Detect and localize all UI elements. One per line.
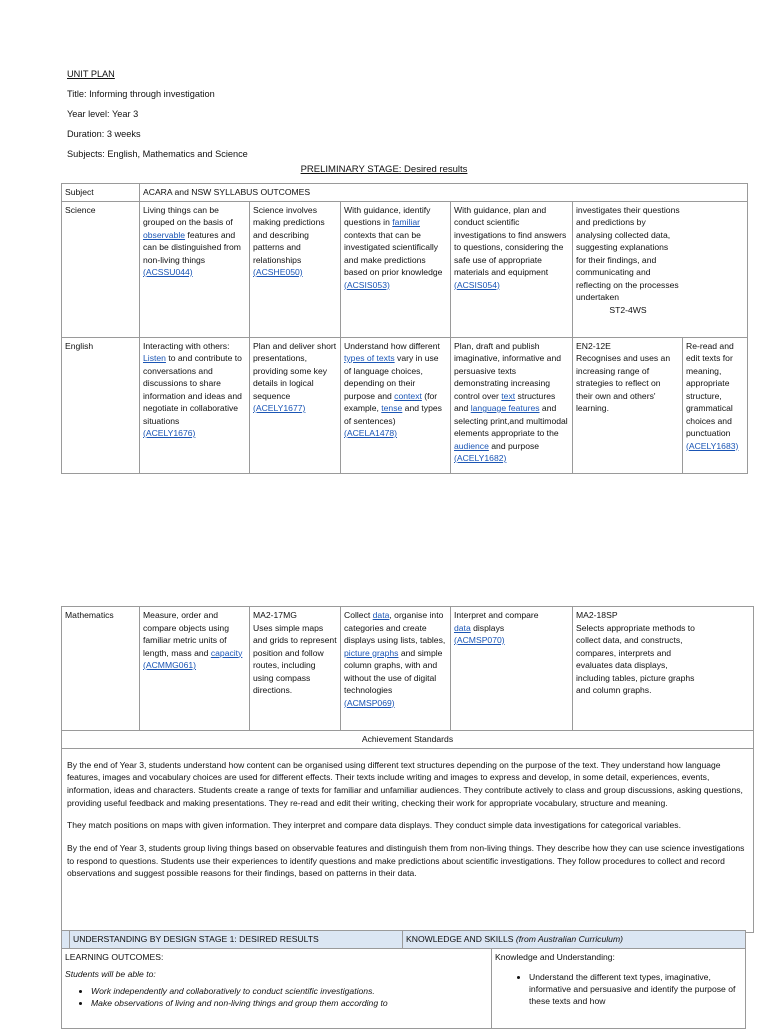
knowledge-skills-title: KNOWLEDGE AND SKILLS (from Australian Curriculum) [403, 931, 746, 949]
text-link[interactable]: text [501, 390, 516, 401]
english-outcome-4: Plan, draft and publish imaginative, informative and persuasive texts demonstrating increasing control over text structures and language features and selecting print,and multimodal elements appropriate to the audience and purpose (ACELY1682) [451, 337, 573, 473]
audience-link[interactable]: audience [454, 440, 489, 451]
data-displays-link[interactable]: data [454, 622, 471, 633]
listen-link[interactable]: Listen [143, 353, 166, 363]
year-level: Year level: Year 3 [67, 109, 139, 119]
acmsp069-link[interactable]: (ACMSP069) [344, 697, 395, 708]
learning-outcomes-list [65, 985, 488, 1009]
achievement-standards-body [62, 748, 754, 932]
outcomes-table [61, 183, 748, 474]
duration: Duration: 3 weeks [67, 129, 141, 139]
outcomes-column-header: ACARA and NSW SYLLABUS OUTCOMES [140, 184, 748, 202]
english-outcome-5: EN2-12E Recognises and uses an increasing range of strategies to reflect on their own and others' learning. [573, 337, 683, 473]
acssu044-link[interactable]: (ACSSU044) [143, 267, 193, 277]
maths-outcome-3: Collect data, organise into categories and create displays using lists, tables, picture graphs and simple column graphs, with and without the use of digital technologies (ACMSP069) [341, 607, 451, 731]
context-link[interactable]: context [394, 390, 422, 401]
st2-4ws-code: ST2-4WS [609, 304, 647, 315]
table-row [62, 201, 748, 337]
acmmg061-link[interactable]: (ACMMG061) [143, 660, 197, 670]
language-features-link[interactable]: language features [470, 403, 540, 413]
achievement-science: By the end of Year 3, students group living things based on observable features and distinguish them from non-living things. They describe how they can use science investigations to respond to questions. Students use their experiences to identify questions and make predictions about scientific investigations. They follow procedures to collect and record observations and suggest possible reasons for their findings, based on patterns in their data. [67, 843, 745, 879]
learning-outcomes-title: LEARNING OUTCOMES: [65, 951, 164, 962]
en2-12e-code: EN2-12E [576, 340, 611, 351]
familiar-link[interactable]: familiar [392, 217, 420, 227]
acely1683-link[interactable]: (ACELY1683) [686, 440, 739, 451]
table-row [62, 607, 754, 731]
ubd-stage1-table [61, 930, 746, 1029]
subject-english: English [62, 337, 140, 473]
acshe050-link[interactable]: (ACSHE050) [253, 267, 303, 277]
list-item: • Work independently and collaboratively to conduct scientific investigations. [91, 985, 488, 997]
subjects: Subjects: English, Mathematics and Science [67, 149, 248, 159]
achievement-maths: They match positions on maps with given information. They interpret and compare data displays. They conduct simple data investigations for categorical variables. [67, 820, 681, 831]
acmsp070-link[interactable]: (ACMSP070) [454, 635, 505, 645]
science-outcome-5: investigates their questions and predictions by analysing collected data, suggesting explanations for their findings, and communicating and reflecting on the processes undertaken ST2-4WS [573, 201, 748, 337]
unit-plan-heading: UNIT PLAN [67, 69, 115, 79]
science-outcome-4: With guidance, plan and conduct scientific investigations to find answers to questions, considering the safe use of appropriate materials and equipment (ACSIS054) [451, 201, 573, 337]
acely1682-link[interactable]: (ACELY1682) [454, 453, 507, 463]
table-row [62, 337, 748, 473]
acela1478-link[interactable]: (ACELA1478) [344, 428, 398, 438]
knowledge-understanding-cell [492, 948, 746, 1028]
acsis053-link[interactable]: (ACSIS053) [344, 279, 390, 290]
maths-outcome-1: Measure, order and compare objects using familiar metric units of length, mass and capacity (ACMMG061) [140, 607, 250, 731]
unit-header [67, 64, 248, 164]
preliminary-stage-heading: PRELIMINARY STAGE: Desired results [300, 164, 468, 175]
acsis054-link[interactable]: (ACSIS054) [454, 279, 500, 290]
english-outcome-6: Re-read and edit texts for meaning, appropriate structure, grammatical choices and punctuation (ACELY1683) [683, 337, 748, 473]
subject-mathematics: Mathematics [62, 607, 140, 731]
data-link[interactable]: data [372, 610, 390, 620]
english-outcome-1: Interacting with others: Listen to and contribute to conversations and discussions to share information and ideas and negotiate in collaborative situations (ACELY1676) [140, 337, 250, 473]
list-item: • Understand the different text types, imaginative, informative and persuasive and identify the purpose of these texts and how [529, 971, 742, 1007]
achievement-english: By the end of Year 3, students understand how content can be organised using different text structures depending on the purpose of the text. They understand how language features, images and vocabulary choices are used for different effects. Their texts include writing and images to express and develop, in some detail, experiences, events, information, ideas and characters. Students create a range of texts for familiar and unfamiliar audiences. They contribute actively to class and group discussions, asking questions, providing useful feedback and making presentations. They re-read and edit their writing, checking their work for appropriate vocabulary, structure and meaning. [67, 759, 743, 808]
learning-outcomes-intro: Students will be able to: [65, 969, 156, 979]
english-outcome-3: Understand how different types of texts vary in use of language choices, depending on their purpose and context (for example, tense and types of sentences) (ACELA1478) [341, 337, 451, 473]
picture-graphs-link[interactable]: picture graphs [344, 647, 399, 658]
knowledge-understanding-title: Knowledge and Understanding: [495, 951, 615, 962]
ubd-stage-title: UNDERSTANDING BY DESIGN STAGE 1: DESIRED RESULTS [70, 931, 403, 949]
learning-outcomes-cell [62, 948, 492, 1028]
english-outcome-2: Plan and deliver short presentations, providing some key details in logical sequence (ACELY1677) [250, 337, 341, 473]
knowledge-understanding-list [495, 971, 742, 1007]
maths-outcome-4: Interpret and compare data displays (ACMSP070) [451, 607, 573, 731]
list-item: • Make observations of living and non-living things and group them according to [91, 997, 488, 1009]
maths-table [61, 606, 754, 933]
subject-science: Science [62, 201, 140, 337]
science-outcome-1: Living things can be grouped on the basis of observable features and can be distinguished from non-living things (ACSSU044) [140, 201, 250, 337]
subject-column-header: Subject [62, 184, 140, 202]
observable-link[interactable]: observable [143, 229, 186, 240]
acely1677-link[interactable]: (ACELY1677) [253, 403, 306, 413]
ma2-17mg-code: MA2-17MG [253, 610, 297, 620]
acely1676-link[interactable]: (ACELY1676) [143, 428, 196, 438]
science-outcome-2: Science involves making predictions and describing patterns and relationships (ACSHE050) [250, 201, 341, 337]
science-outcome-3: With guidance, identify questions in familiar contexts that can be investigated scientifically and make predictions based on prior knowledge (ACSIS053) [341, 201, 451, 337]
unit-title: Title: Informing through investigation [67, 89, 215, 99]
maths-outcome-2: MA2-17MG Uses simple maps and grids to represent position and follow routes, including using compass directions. [250, 607, 341, 731]
tense-link[interactable]: tense [381, 403, 403, 413]
ma2-18sp-code: MA2-18SP [576, 610, 618, 620]
maths-outcome-5: MA2-18SP Selects appropriate methods to collect data, and constructs, compares, interprets and evaluates data displays, including tables, picture graphs and column graphs. [573, 607, 754, 731]
types-of-texts-link[interactable]: types of texts [344, 353, 395, 363]
achievement-standards-title: Achievement Standards [62, 731, 754, 749]
capacity-link[interactable]: capacity [210, 647, 243, 658]
